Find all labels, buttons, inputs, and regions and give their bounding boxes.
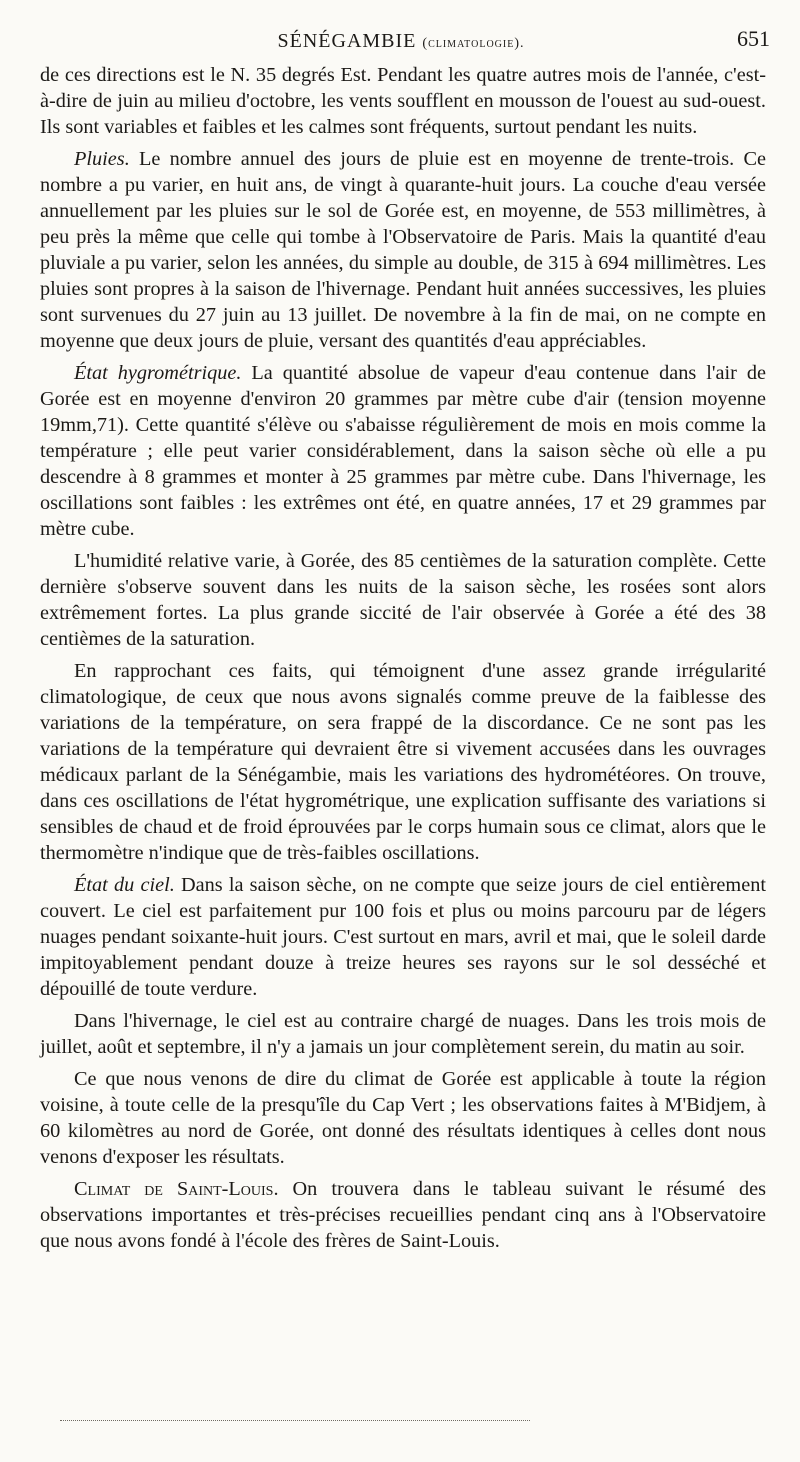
paragraph-lead: Pluies. [74,148,130,170]
paragraph [40,658,766,866]
paragraph [40,146,766,354]
running-title [30,30,772,53]
paragraph-text: On trouvera dans le tableau suivant le résumé des observations importantes et très-précises recueillies pendant cinq ans à l'Observatoire que nous avons fondé à l'école des frères de Saint-Louis. [40,1178,766,1252]
page-number: 651 [737,26,770,51]
paragraph-text: En rapprochant ces faits, qui témoignent d'une assez grande irrégularité climatologique, de ceux que nous avons signalés comme preuve de la faiblesse des variations de la température, on sera frappé de la discordance. Ce ne sont pas les variations de la température qui devraient être si vivement accusées dans les ouvrages médicaux parlant de la Sénégambie, mais les variations des hydrométéores. On trouve, dans ces oscillations de l'état hygrométrique, une explication suffisante des variations si sensibles de chaud et de froid éprouvées par le corps humain sous ce climat, alors que le thermomètre n'indique que de très-faibles oscillations. [40,660,766,864]
paragraph [40,1176,766,1254]
paragraph-text: Dans l'hivernage, le ciel est au contraire chargé de nuages. Dans les trois mois de juillet, août et septembre, il n'y a jamais un jour complètement serein, du matin au soir. [40,1010,766,1058]
paragraph [40,1066,766,1170]
running-title-subtitle: (climatologie). [422,36,525,51]
paragraph [40,62,766,140]
page-header [30,26,772,60]
paragraph-lead: État hygrométrique. [74,362,242,384]
paragraph [40,548,766,652]
paragraph [40,872,766,1002]
body-text [40,62,766,1260]
paragraph-text: Le nombre annuel des jours de pluie est en moyenne de trente-trois. Ce nombre a pu varier, en huit ans, de vingt à quarante-huit jours. La couche d'eau versée annuellement par les pluies sur le sol de Gorée est, en moyenne, de 553 millimètres, à peu près la même que celle qui tombe à l'Observatoire de Paris. Mais la quantité d'eau pluviale a pu varier, selon les années, du simple au double, de 315 à 694 millimètres. Les pluies sont propres à la saison de l'hivernage. Pendant huit années successives, les pluies sont survenues du 27 juin au 13 juillet. De novembre à la fin de mai, on ne compte en moyenne que deux jours de pluie, versant des quantités d'eau appréciables. [40,148,766,352]
paragraph-text: L'humidité relative varie, à Gorée, des 85 centièmes de la saturation complète. Cette dernière s'observe souvent dans les nuits de la saison sèche, les rosées sont alors extrêmement fortes. La plus grande siccité de l'air observée à Gorée a été des 38 centièmes de la saturation. [40,550,766,650]
footer-rule [60,1420,530,1421]
paragraph [40,1008,766,1060]
paragraph-text: La quantité absolue de vapeur d'eau contenue dans l'air de Gorée est en moyenne d'environ 20 grammes par mètre cube d'air (tension moyenne 19mm,71). Cette quantité s'élève ou s'abaisse régulièrement de mois en mois comme la température ; elle peut varier considérablement, dans la saison sèche où elle a pu descendre à 8 grammes et monter à 25 grammes par mètre cube. Dans l'hivernage, les oscillations sont faibles : les extrêmes ont été, en quatre années, 17 et 29 grammes par mètre cube. [40,362,766,540]
paragraph-text: Dans la saison sèche, on ne compte que seize jours de ciel entièrement couvert. Le ciel est parfaitement pur 100 fois et plus ou moins parcouru par de légers nuages pendant soixante-huit jours. C'est surtout en mars, avril et mai, que le soleil darde impitoyablement pendant douze à treize heures ses rayons sur le sol desséché et dépouillé de toute verdure. [40,874,766,1000]
paragraph-text: Ce que nous venons de dire du climat de Gorée est applicable à toute la région voisine, à toute celle de la presqu'île du Cap Vert ; les observations faites à M'Bidjem, à 60 kilomètres au nord de Gorée, ont donné des résultats identiques à celles dont nous venons d'exposer les résultats. [40,1068,766,1168]
paragraph-text: de ces directions est le N. 35 degrés Est. Pendant les quatre autres mois de l'année, c'est-à-dire de juin au milieu d'octobre, les vents soufflent en mousson de l'ouest au sud-ouest. Ils sont variables et faibles et les calmes sont fréquents, surtout pendant les nuits. [40,64,766,138]
paragraph [40,360,766,542]
paragraph-lead: État du ciel. [74,874,175,896]
running-title-main: SÉNÉGAMBIE [277,30,417,52]
paragraph-lead: Climat de Saint-Louis. [74,1178,279,1200]
